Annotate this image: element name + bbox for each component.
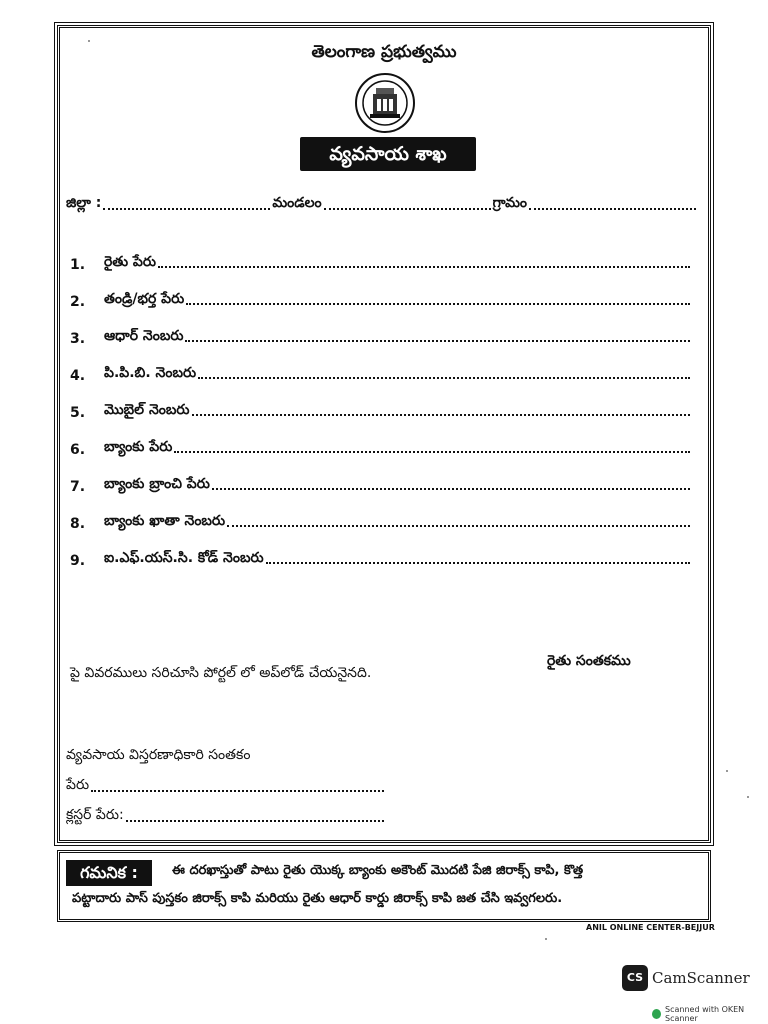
field-mobile-number — [70, 384, 690, 421]
field-father-husband-name — [70, 273, 690, 310]
farmer-signature-label: రైతు సంతకము — [547, 653, 631, 669]
notice-badge: గమనిక : — [66, 860, 152, 886]
district-label: జిల్లా : — [66, 195, 102, 211]
center-credit: ANIL ONLINE CENTER-BEJJUR — [586, 923, 715, 932]
cluster-name-row — [66, 807, 384, 826]
field-label: మొబైల్ నెంబరు — [104, 402, 190, 418]
field-number: 3. — [70, 331, 86, 347]
field-input[interactable] — [212, 488, 690, 490]
field-label: రైతు పేరు — [104, 254, 157, 270]
field-number: 5. — [70, 405, 86, 421]
field-bank-account-number — [70, 495, 690, 532]
farmer-details-list — [70, 236, 690, 569]
district-field[interactable] — [103, 195, 270, 210]
field-input[interactable] — [174, 451, 690, 453]
notice-box — [57, 850, 711, 922]
field-label: బ్యాంకు పేరు — [104, 439, 173, 455]
field-farmer-name — [70, 236, 690, 273]
field-label: బ్యాంకు ఖాతా నెంబరు — [104, 513, 226, 529]
village-label: గ్రామం — [492, 195, 528, 211]
field-ifsc-code — [70, 532, 690, 569]
field-label: ఐ.ఎఫ్.యస్.సి. కోడ్ నెంబరు — [104, 550, 264, 566]
field-ppb-number — [70, 347, 690, 384]
mandal-field[interactable] — [324, 195, 491, 210]
field-number: 2. — [70, 294, 86, 310]
field-number: 7. — [70, 479, 86, 495]
camscanner-brand: CamScanner — [652, 969, 750, 987]
officer-signature-label: వ్యవసాయ విస్తరణాధికారి సంతకం — [66, 747, 251, 763]
field-label: బ్యాంకు బ్రాంచి పేరు — [104, 476, 210, 492]
officer-name-row — [66, 777, 384, 796]
state-emblem-icon — [354, 72, 416, 134]
scanner-dot-icon — [652, 1009, 661, 1019]
location-row — [66, 195, 698, 214]
department-banner: వ్యవసాయ శాఖ — [300, 137, 476, 171]
field-label: తండ్రి/భర్త పేరు — [104, 291, 185, 307]
scan-speck — [726, 770, 728, 772]
cluster-name-field[interactable] — [126, 807, 384, 822]
field-input[interactable] — [186, 303, 690, 305]
government-title: తెలంగాణ ప్రభుత్వము — [311, 42, 457, 62]
field-number: 9. — [70, 553, 86, 569]
camscanner-logo — [622, 965, 750, 991]
scan-speck — [88, 40, 90, 42]
cluster-name-label: క్లస్టర్ పేరు: — [66, 807, 124, 823]
field-label: పి.పి.బి. నెంబరు — [104, 365, 197, 381]
notice-text-line-1: ఈ దరఖాస్తుతో పాటు రైతు యొక్క బ్యాంకు అకౌంట్ మొదటి పేజి జిరాక్స్ కాపి, కొత్త — [172, 863, 584, 878]
field-bank-name — [70, 421, 690, 458]
scan-speck — [747, 796, 749, 798]
application-form-frame — [57, 25, 711, 843]
field-number: 1. — [70, 257, 86, 273]
field-number: 6. — [70, 442, 86, 458]
upload-note: పై వివరములు సరిచూసి పోర్టల్ లో అప్‌లోడ్ చేయనైనది. — [70, 665, 372, 681]
field-input[interactable] — [227, 525, 690, 527]
mandal-label: మండలం — [272, 195, 322, 211]
field-input[interactable] — [266, 562, 690, 564]
field-aadhar-number — [70, 310, 690, 347]
camscanner-icon: CS — [622, 965, 648, 991]
field-input[interactable] — [158, 266, 690, 268]
field-input[interactable] — [198, 377, 690, 379]
scan-speck — [545, 938, 547, 940]
field-bank-branch — [70, 458, 690, 495]
scanned-with-watermark — [652, 1005, 768, 1023]
field-number: 4. — [70, 368, 86, 384]
field-input[interactable] — [185, 340, 690, 342]
notice-text-line-2: పట్టాదారు పాస్ పుస్తకం జిరాక్స్ కాపి మరియు రైతు ఆధార్ కార్డు జిరాక్స్ కాపి జత చేసి ఇవ్వగలరు. — [72, 891, 563, 906]
scanned-with-text: Scanned with OKEN Scanner — [665, 1005, 745, 1023]
field-input[interactable] — [192, 414, 690, 416]
village-field[interactable] — [529, 195, 696, 210]
officer-name-label: పేరు — [66, 777, 90, 793]
field-label: ఆధార్ నెంబరు — [104, 328, 184, 344]
field-number: 8. — [70, 516, 86, 532]
officer-name-field[interactable] — [91, 777, 384, 792]
